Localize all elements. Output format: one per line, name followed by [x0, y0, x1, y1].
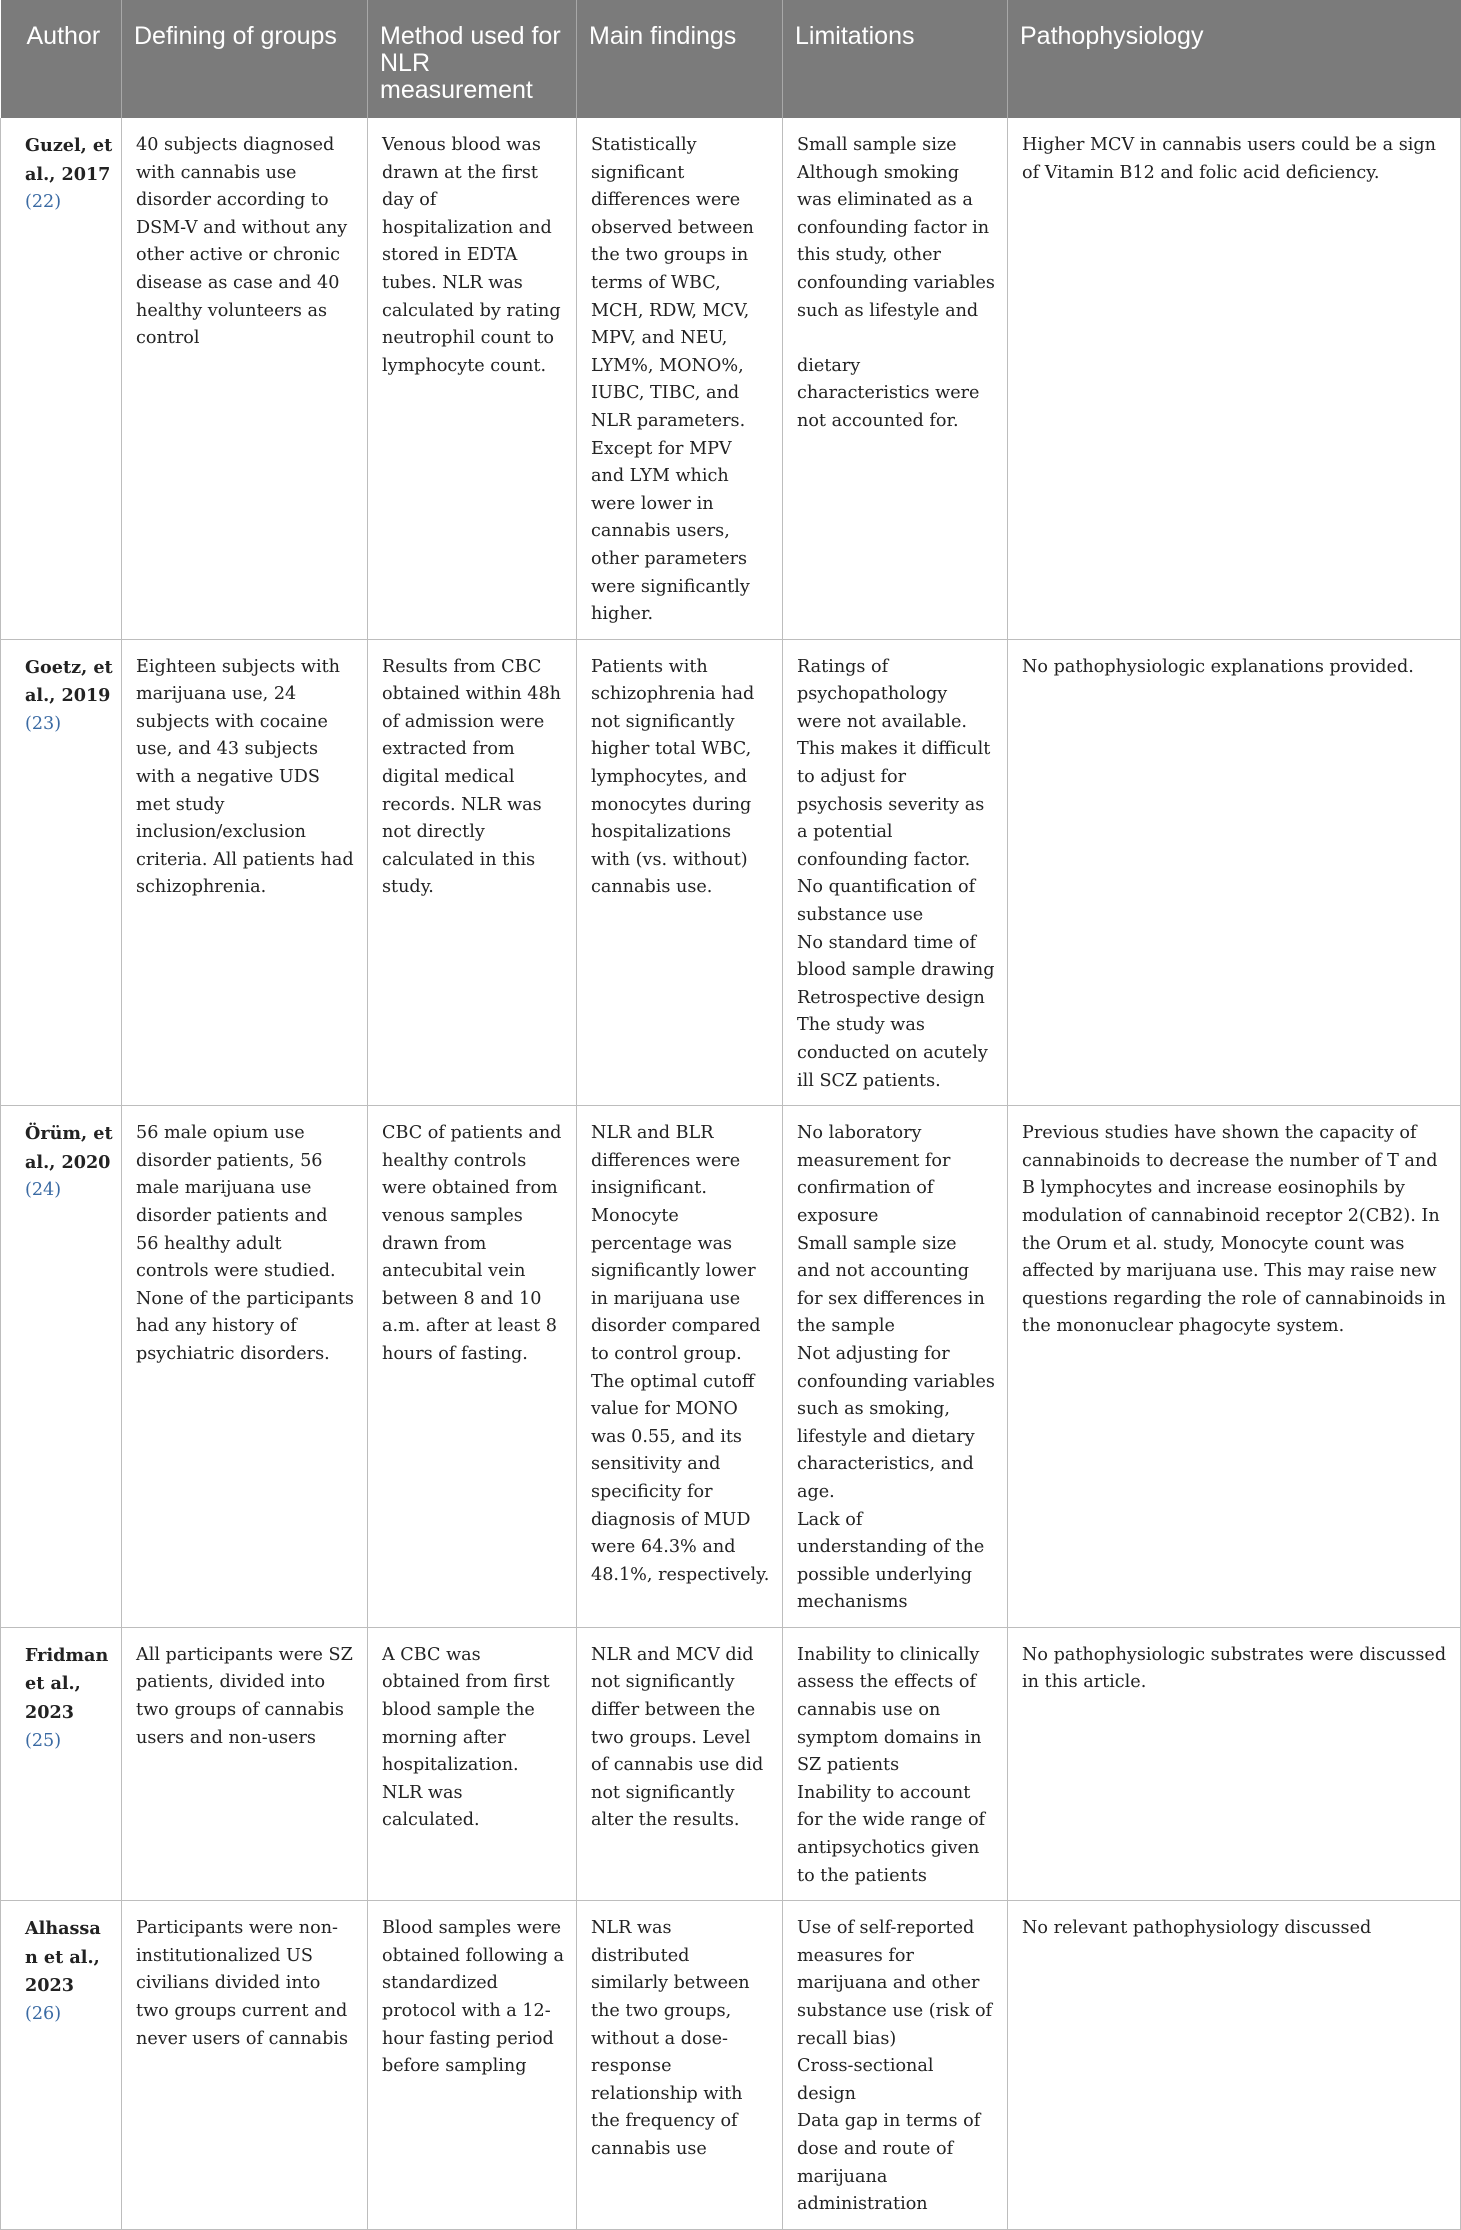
cell-groups: All participants were SZ patients, divided into two groups of cannabis users and non-users: [122, 1627, 368, 1900]
limitation-item: Use of self-reported measures for marijuana and other substance use (risk of recall bias): [797, 1918, 993, 2049]
limitation-item: Cross-sectional design: [797, 2056, 934, 2104]
table-row: [1, 1627, 1461, 1900]
table-row: [1, 1901, 1461, 2230]
limitation-item: No laboratory measurement for confirmation of exposure: [797, 1123, 951, 1226]
table-row: [1, 639, 1461, 1106]
table-row: [1, 118, 1461, 639]
cell-findings: NLR and MCV did not significantly differ between the two groups. Level of cannabis use did not significantly alter the results.: [577, 1627, 783, 1900]
cell-method: Results from CBC obtained within 48h of admission were extracted from digital medical records. NLR was not directly calculated in this study.: [368, 639, 577, 1106]
cell-author: [1, 1901, 122, 2230]
reference-link[interactable]: (25): [25, 1730, 62, 1751]
reference-link[interactable]: (23): [25, 713, 62, 734]
cell-pathophysiology: Higher MCV in cannabis users could be a sign of Vitamin B12 and folic acid deficiency.: [1008, 118, 1461, 639]
limitation-item: dietary characteristics were not accounted for.: [797, 355, 980, 431]
cell-limitations: [783, 1901, 1008, 2230]
limitation-gap: [797, 325, 995, 353]
limitation-item: No standard time of blood sample drawing: [797, 932, 995, 981]
limitation-item: Not adjusting for confounding variables such as smoking, lifestyle and dietary characteristics, and age.: [797, 1343, 995, 1502]
limitation-item: Data gap in terms of dose and route of marijuana administration: [797, 2111, 981, 2215]
cell-limitations: [783, 118, 1008, 639]
limitation-item: Small sample size: [797, 135, 957, 155]
header-defining-of-groups: Defining of groups: [122, 0, 368, 118]
cell-method: A CBC was obtained from first blood sample the morning after hospitalization. NLR was calculated.: [368, 1627, 577, 1900]
limitation-item: Retrospective design: [797, 987, 985, 1008]
limitation-item: Ratings of psychopathology were not available. This makes it difficult to adjust for psychosis severity as a potential confounding factor.: [797, 656, 991, 870]
limitation-item: Although smoking was eliminated as a confounding factor in this study, other confounding variables such as lifestyle and: [797, 162, 995, 321]
cell-groups: 56 male opium use disorder patients, 56 male marijuana use disorder patients and 56 healthy adult controls were studied. None of the participants had any history of psychiatric disorders.: [122, 1106, 368, 1628]
cell-author: [1, 639, 122, 1106]
limitation-item: The study was conducted on acutely ill SCZ patients.: [797, 1015, 988, 1091]
cell-findings: Patients with schizophrenia had not significantly higher total WBC, lymphocytes, and monocytes during hospitalizations with (vs. without) cannabis use.: [577, 639, 783, 1106]
table-body: [1, 118, 1461, 2229]
cell-groups: Participants were non-institutionalized US civilians divided into two groups current and never users of cannabis: [122, 1901, 368, 2230]
author-name: Fridman et al., 2023: [25, 1644, 109, 1724]
limitation-item: Small sample size and not accounting for sex differences in the sample: [797, 1233, 985, 1337]
cell-method: Blood samples were obtained following a standardized protocol with a 12-hour fasting period before sampling: [368, 1901, 577, 2230]
cell-pathophysiology: Previous studies have shown the capacity of cannabinoids to decrease the number of T and B lymphocytes and increase eosinophils by modulation of cannabinoid receptor 2(CB2). In the Orum et al. study, Monocyte count was affected by marijuana use. This may raise new questions regarding the role of cannabinoids in the mononuclear phagocyte system.: [1008, 1106, 1461, 1628]
reference-link[interactable]: (26): [25, 2004, 62, 2024]
cell-pathophysiology: No relevant pathophysiology discussed: [1008, 1901, 1461, 2230]
cell-author: [1, 118, 122, 639]
author-name: Goetz, et al., 2019: [25, 656, 113, 707]
cell-limitations: [783, 639, 1008, 1106]
cell-method: CBC of patients and healthy controls were obtained from venous samples drawn from antecubital vein between 8 and 10 a.m. after at least 8 hours of fasting.: [368, 1106, 577, 1628]
reference-link[interactable]: (24): [25, 1180, 62, 1201]
cell-limitations: [783, 1627, 1008, 1900]
cell-groups: 40 subjects diagnosed with cannabis use disorder according to DSM-V and without any other active or chronic disease as case and 40 healthy volunteers as control: [122, 118, 368, 639]
header-pathophysiology: Pathophysiology: [1008, 0, 1461, 118]
author-name: Guzel, et al., 2017: [25, 135, 113, 185]
header-main-findings: Main findings: [577, 0, 783, 118]
cell-method: Venous blood was drawn at the first day of hospitalization and stored in EDTA tubes. NLR was calculated by rating neutrophil count to lymphocyte count.: [368, 118, 577, 639]
table-header-row: [1, 0, 1461, 118]
limitation-item: Inability to clinically assess the effects of cannabis use on symptom domains in SZ patients: [797, 1644, 982, 1776]
header-limitations: Limitations: [783, 0, 1008, 118]
author-name: Örüm, et al., 2020: [25, 1123, 113, 1173]
reference-link[interactable]: (22): [25, 192, 62, 213]
author-name: Alhassan et al., 2023: [25, 1918, 101, 1997]
cell-findings: NLR was distributed similarly between the two groups, without a dose-response relationship with the frequency of cannabis use: [577, 1901, 783, 2230]
header-method: Method used for NLR measurement: [368, 0, 577, 118]
limitation-item: Lack of understanding of the possible underlying mechanisms: [797, 1509, 985, 1613]
limitation-item: Inability to account for the wide range of antipsychotics given to the patients: [797, 1782, 986, 1886]
cell-findings: NLR and BLR differences were insignificant. Monocyte percentage was significantly lower in marijuana use disorder compared to control group. The optimal cutoff value for MONO was 0.55, and its sensitivity and specificity for diagnosis of MUD were 64.3% and 48.1%, respectively.: [577, 1106, 783, 1628]
limitation-item: No quantification of substance use: [797, 877, 976, 926]
cell-author: [1, 1106, 122, 1628]
cell-limitations: [783, 1106, 1008, 1628]
cell-author: [1, 1627, 122, 1900]
table-row: [1, 1106, 1461, 1628]
cell-pathophysiology: No pathophysiologic substrates were discussed in this article.: [1008, 1627, 1461, 1900]
cell-findings: Statistically significant differences were observed between the two groups in terms of WBC, MCH, RDW, MCV, MPV, and NEU, LYM%, MONO%, IUBC, TIBC, and NLR parameters. Except for MPV and LYM which were lower in cannabis users, other parameters were significantly higher.: [577, 118, 783, 639]
cell-groups: Eighteen subjects with marijuana use, 24 subjects with cocaine use, and 43 subjects with a negative UDS met study inclusion/exclusion criteria. All patients had schizophrenia.: [122, 639, 368, 1106]
cell-pathophysiology: No pathophysiologic explanations provided.: [1008, 639, 1461, 1106]
header-author: Author: [1, 0, 122, 118]
